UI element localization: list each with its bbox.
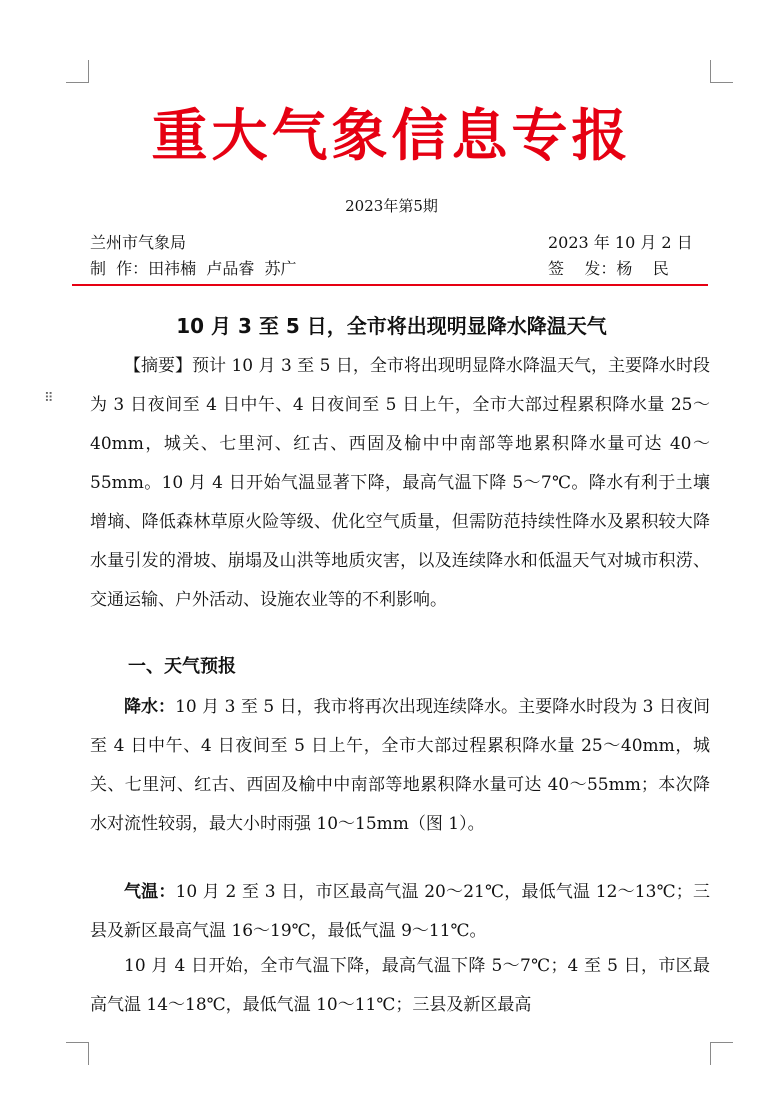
crop-mark-bottom-left (66, 1042, 89, 1065)
issue-number: 2023年第5期 (345, 197, 438, 215)
temperature-label: 气温： (124, 882, 176, 902)
meta-row-authors (90, 257, 695, 281)
temperature-paragraph-2: 10 月 4 日开始，全市气温下降，最高气温下降 5～7℃；4 至 5 日，市区最高气温 14～18℃，最低气温 10～11℃；三县及新区最高 (90, 956, 710, 1015)
summary-text: 预计 10 月 3 至 5 日，全市将出现明显降水降温天气，主要降水时段为 3 日夜间至 4 日中午、4 日夜间至 5 日上午，全市大部过程累积降水量 25～40mm，城关、七里河、红古、西固及榆中中南部等地累积降水量可达 40～55mm。10 月 4 日开始气温显著下降，最高气温下降 5～7℃。降水有利于土壤增墒、降低森林草原火险等级、优化空气质量，但需防范持续性降水及累积较大降水量引发的滑坡、崩塌及山洪等地质灾害，以及连续降水和低温天气对城市积涝、交通运输、户外活动、设施农业等的不利影响。 (90, 356, 711, 610)
issue-date: 2023 年 10 月 2 日 (548, 233, 693, 252)
crop-mark-top-right (710, 60, 733, 83)
header-divider (72, 284, 708, 286)
crop-mark-bottom-right (710, 1042, 733, 1065)
headline: 10 月 3 至 5 日，全市将出现明显降水降温天气 (176, 314, 607, 338)
summary-paragraph (90, 347, 710, 659)
precipitation-text: 10 月 3 至 5 日，我市将再次出现连续降水。主要降水时段为 3 日夜间至 4 日中午、4 日夜间至 5 日上午，全市大部过程累积降水量 25～40mm，城关、七里河、红古、西固及榆中中南部等地累积降水量可达 40～55mm；本次降水对流性较弱，最大小时雨强 10～15mm（图 1）。 (90, 697, 710, 834)
temperature-text: 10 月 2 至 3 日，市区最高气温 20～21℃，最低气温 12～13℃；三县及新区最高气温 16～19℃，最低气温 9～11℃。 (90, 882, 710, 941)
meta-row-agency (90, 231, 695, 255)
authors: 制 作：田祎楠 卢品睿 苏广 (90, 259, 297, 278)
precipitation-label: 降水： (124, 697, 176, 717)
crop-mark-top-left (66, 60, 89, 83)
signer: 签 发：杨 民 (548, 259, 669, 278)
temperature-paragraph (90, 873, 710, 951)
document-title: 重大气象信息专报 (151, 103, 632, 169)
summary-label: 【摘要】 (124, 356, 193, 376)
agency-name: 兰州市气象局 (90, 233, 187, 252)
section-heading-forecast: 一、天气预报 (128, 656, 236, 677)
drag-handle-icon[interactable]: ⠿ (44, 391, 53, 406)
precipitation-paragraph (90, 688, 710, 883)
